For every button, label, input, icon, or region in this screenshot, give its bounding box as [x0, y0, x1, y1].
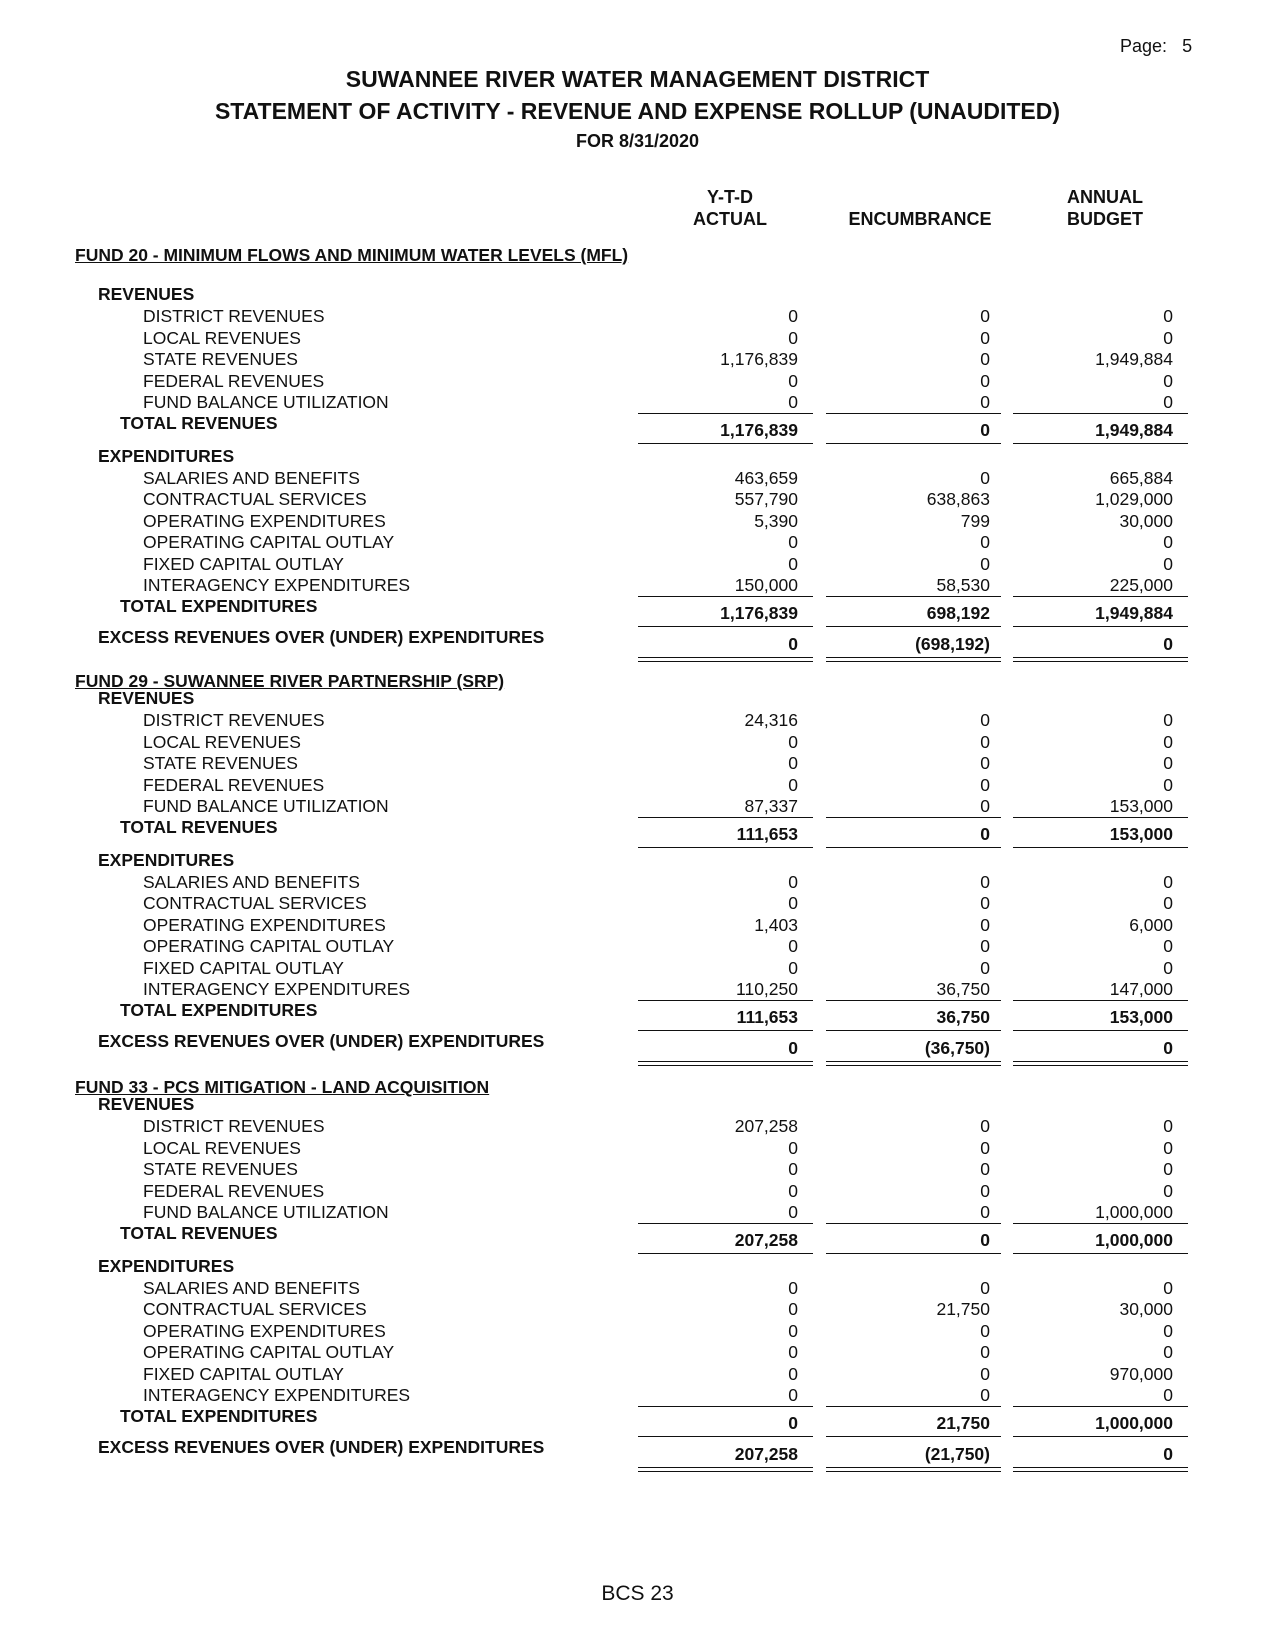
budget-value: 0 — [1163, 370, 1173, 391]
fund-title: FUND 29 - SUWANNEE RIVER PARTNERSHIP (SRP) — [75, 671, 505, 691]
excess-label: EXCESS REVENUES OVER (UNDER) EXPENDITURES — [98, 1436, 545, 1457]
expenditure-label: FIXED CAPITAL OUTLAY — [143, 553, 344, 574]
excess-double-rule-top-3 — [1013, 1467, 1188, 1468]
excess-label: EXCESS REVENUES OVER (UNDER) EXPENDITURES — [98, 1030, 545, 1051]
expenditure-row — [0, 936, 1275, 958]
revenue-row — [0, 1159, 1275, 1181]
total-revenues-rule-3 — [1013, 817, 1188, 818]
revenue-label: FEDERAL REVENUES — [143, 1180, 325, 1201]
revenue-row — [0, 328, 1275, 350]
excess-double-rule-bottom-3 — [1013, 1471, 1188, 1472]
ytd-value: 207,258 — [734, 1443, 798, 1464]
budget-value: 0 — [1163, 1385, 1173, 1405]
ytd-value: 1,403 — [754, 914, 798, 935]
expenditure-label: SALARIES AND BENEFITS — [143, 871, 360, 892]
expenditure-label: OPERATING CAPITAL OUTLAY — [143, 936, 395, 956]
revenue-label: LOCAL REVENUES — [143, 1137, 301, 1158]
total-expenditures-rule-2 — [826, 596, 1001, 597]
ytd-value: 111,653 — [736, 823, 798, 844]
revenue-row — [0, 775, 1275, 797]
expenditure-row — [0, 1278, 1275, 1300]
expenditure-row — [0, 1342, 1275, 1364]
expenditure-label: INTERAGENCY EXPENDITURES — [143, 575, 411, 595]
total-expenditures-underline-2 — [826, 626, 1001, 627]
revenue-label: FUND BALANCE UTILIZATION — [143, 1202, 389, 1222]
budget-value: 0 — [1163, 532, 1173, 552]
expenditure-label: SALARIES AND BENEFITS — [143, 467, 360, 488]
revenue-label: FEDERAL REVENUES — [143, 774, 325, 795]
ytd-value: 463,659 — [734, 467, 798, 488]
expenditure-row — [0, 1364, 1275, 1386]
encumbrance-value: 0 — [980, 392, 990, 412]
column-header-annual-line1: ANNUAL — [1067, 187, 1143, 207]
period-title: FOR 8/31/2020 — [575, 131, 700, 151]
ytd-value: 5,390 — [754, 510, 798, 531]
budget-value: 665,884 — [1109, 467, 1173, 488]
budget-value: 1,949,884 — [1095, 602, 1173, 623]
revenue-label: STATE REVENUES — [143, 1159, 298, 1179]
encumbrance-value: 0 — [980, 1137, 990, 1158]
revenue-row — [0, 392, 1275, 414]
ytd-value: 110,250 — [736, 979, 798, 999]
encumbrance-value: 0 — [980, 823, 990, 844]
revenue-row — [0, 710, 1275, 732]
encumbrance-value: 0 — [980, 553, 990, 574]
total-expenditures-underline-2 — [826, 1436, 1001, 1437]
encumbrance-value: 0 — [980, 1229, 990, 1250]
budget-value: 147,000 — [1109, 979, 1173, 999]
total-revenues-label: TOTAL REVENUES — [120, 816, 278, 837]
encumbrance-value: 0 — [980, 753, 990, 773]
revenue-label: FUND BALANCE UTILIZATION — [143, 392, 389, 412]
ytd-value: 0 — [788, 633, 798, 654]
total-revenues-rule-3 — [1013, 1223, 1188, 1224]
budget-value: 0 — [1163, 957, 1173, 978]
expenditure-label: OPERATING EXPENDITURES — [143, 510, 386, 531]
total-expenditures-rule-1 — [638, 1000, 813, 1001]
revenues-heading: REVENUES — [98, 284, 195, 304]
encumbrance-value: 0 — [980, 1320, 990, 1341]
revenue-label: LOCAL REVENUES — [143, 731, 301, 752]
ytd-value: 207,258 — [734, 1229, 798, 1250]
budget-value: 1,000,000 — [1095, 1202, 1173, 1222]
total-expenditures-row — [0, 1405, 1275, 1437]
encumbrance-value: 638,863 — [926, 489, 990, 509]
total-revenues-underline-1 — [638, 1253, 813, 1254]
encumbrance-value: 0 — [980, 710, 990, 730]
budget-value: 0 — [1163, 1277, 1173, 1298]
revenue-label: STATE REVENUES — [143, 349, 298, 369]
revenue-label: STATE REVENUES — [143, 753, 298, 773]
ytd-value: 0 — [788, 532, 798, 552]
ytd-value: 0 — [788, 1180, 798, 1201]
ytd-value: 0 — [788, 1202, 798, 1222]
ytd-value: 0 — [788, 327, 798, 348]
excess-double-rule-top-1 — [638, 657, 813, 658]
budget-value: 0 — [1163, 893, 1173, 913]
fund-title: FUND 20 - MINIMUM FLOWS AND MINIMUM WATER LEVELS (MFL) — [75, 245, 629, 265]
total-expenditures-row — [0, 595, 1275, 627]
budget-value: 0 — [1163, 633, 1173, 654]
ytd-value: 0 — [788, 731, 798, 752]
ytd-value: 1,176,839 — [720, 349, 798, 369]
expenditure-label: CONTRACTUAL SERVICES — [143, 489, 367, 509]
budget-value: 153,000 — [1109, 823, 1173, 844]
total-expenditures-rule-3 — [1013, 596, 1188, 597]
encumbrance-value: 58,530 — [936, 575, 990, 595]
encumbrance-value: 0 — [980, 1277, 990, 1298]
ytd-value: 0 — [788, 370, 798, 391]
budget-value: 225,000 — [1109, 575, 1173, 595]
excess-double-rule-top-2 — [826, 1061, 1001, 1062]
page-value: 5 — [1182, 36, 1193, 56]
budget-value: 30,000 — [1119, 1299, 1173, 1319]
budget-value: 0 — [1163, 392, 1173, 412]
budget-value: 0 — [1163, 731, 1173, 752]
budget-value: 0 — [1163, 774, 1173, 795]
total-revenues-rule-1 — [638, 1223, 813, 1224]
expenditures-heading: EXPENDITURES — [98, 1255, 235, 1276]
expenditure-label: OPERATING EXPENDITURES — [143, 914, 386, 935]
ytd-value: 207,258 — [734, 1116, 798, 1136]
total-expenditures-underline-1 — [638, 1436, 813, 1437]
total-revenues-underline-3 — [1013, 847, 1188, 848]
ytd-value: 0 — [788, 1159, 798, 1179]
budget-value: 1,029,000 — [1095, 489, 1173, 509]
revenue-row — [0, 371, 1275, 393]
excess-double-rule-bottom-2 — [826, 1065, 1001, 1066]
revenue-row — [0, 349, 1275, 371]
ytd-value: 0 — [788, 936, 798, 956]
excess-double-rule-bottom-1 — [638, 1471, 813, 1472]
budget-value: 0 — [1163, 1443, 1173, 1464]
fund-title: FUND 33 - PCS MITIGATION - LAND ACQUISITION — [75, 1077, 490, 1097]
revenue-label: DISTRICT REVENUES — [143, 1116, 325, 1136]
excess-double-rule-bottom-3 — [1013, 1065, 1188, 1066]
encumbrance-value: 0 — [980, 731, 990, 752]
expenditures-heading: EXPENDITURES — [98, 445, 235, 466]
budget-value: 0 — [1163, 753, 1173, 773]
budget-value: 0 — [1163, 936, 1173, 956]
footer-code: BCS 23 — [601, 1582, 674, 1605]
expenditure-label: CONTRACTUAL SERVICES — [143, 1299, 367, 1319]
excess-label: EXCESS REVENUES OVER (UNDER) EXPENDITURES — [98, 626, 545, 647]
ytd-value: 0 — [788, 1385, 798, 1405]
column-header-encumbrance: ENCUMBRANCE — [848, 209, 992, 229]
excess-row — [0, 1030, 1275, 1062]
ytd-value: 0 — [788, 1299, 798, 1319]
expenditure-label: INTERAGENCY EXPENDITURES — [143, 1385, 411, 1405]
expenditure-label: CONTRACTUAL SERVICES — [143, 893, 367, 913]
revenue-label: LOCAL REVENUES — [143, 327, 301, 348]
total-revenues-rule-1 — [638, 817, 813, 818]
budget-value: 30,000 — [1119, 510, 1173, 531]
total-expenditures-label: TOTAL EXPENDITURES — [120, 999, 318, 1020]
ytd-value: 0 — [788, 871, 798, 892]
ytd-value: 0 — [788, 1037, 798, 1058]
encumbrance-value: 0 — [980, 1342, 990, 1362]
expenditure-row — [0, 532, 1275, 554]
excess-double-rule-bottom-3 — [1013, 661, 1188, 662]
expenditure-row — [0, 511, 1275, 533]
encumbrance-value: 0 — [980, 1116, 990, 1136]
budget-value: 0 — [1163, 710, 1173, 730]
budget-value: 0 — [1163, 553, 1173, 574]
total-expenditures-underline-1 — [638, 1030, 813, 1031]
encumbrance-value: 0 — [980, 467, 990, 488]
revenue-label: FUND BALANCE UTILIZATION — [143, 796, 389, 816]
page-label: Page: — [1120, 36, 1168, 56]
encumbrance-value: 0 — [980, 936, 990, 956]
expenditure-label: SALARIES AND BENEFITS — [143, 1277, 360, 1298]
ytd-value: 0 — [788, 1320, 798, 1341]
revenue-row — [0, 1202, 1275, 1224]
expenditure-row — [0, 554, 1275, 576]
encumbrance-value: 0 — [980, 419, 990, 440]
expenditure-row — [0, 1321, 1275, 1343]
ytd-value: 557,790 — [734, 489, 798, 509]
ytd-value: 0 — [788, 553, 798, 574]
ytd-value: 0 — [788, 753, 798, 773]
expenditure-row — [0, 1299, 1275, 1321]
budget-value: 0 — [1163, 1137, 1173, 1158]
excess-double-rule-bottom-2 — [826, 661, 1001, 662]
budget-value: 0 — [1163, 1159, 1173, 1179]
total-expenditures-underline-2 — [826, 1030, 1001, 1031]
total-revenues-underline-2 — [826, 443, 1001, 444]
encumbrance-value: 0 — [980, 1363, 990, 1384]
total-revenues-underline-2 — [826, 1253, 1001, 1254]
total-expenditures-rule-1 — [638, 596, 813, 597]
total-revenues-rule-2 — [826, 817, 1001, 818]
budget-value: 0 — [1163, 1320, 1173, 1341]
expenditure-row — [0, 958, 1275, 980]
expenditure-row — [0, 893, 1275, 915]
ytd-value: 0 — [788, 957, 798, 978]
total-revenues-label: TOTAL REVENUES — [120, 412, 278, 433]
total-expenditures-rule-3 — [1013, 1000, 1188, 1001]
excess-double-rule-top-1 — [638, 1467, 813, 1468]
ytd-value: 0 — [788, 1277, 798, 1298]
encumbrance-value: 0 — [980, 893, 990, 913]
total-revenues-row — [0, 816, 1275, 848]
encumbrance-value: 0 — [980, 1385, 990, 1405]
encumbrance-value: 21,750 — [936, 1299, 990, 1319]
column-header-annual-line2: BUDGET — [1067, 209, 1143, 229]
total-expenditures-row — [0, 999, 1275, 1031]
budget-value: 6,000 — [1129, 914, 1173, 935]
encumbrance-value: 0 — [980, 796, 990, 816]
ytd-value: 0 — [788, 1137, 798, 1158]
excess-double-rule-top-1 — [638, 1061, 813, 1062]
encumbrance-value: 0 — [980, 957, 990, 978]
budget-value: 1,949,884 — [1095, 419, 1173, 440]
encumbrance-value: (21,750) — [924, 1443, 990, 1464]
column-header-ytd-line2: ACTUAL — [693, 209, 767, 229]
ytd-value: 0 — [788, 1342, 798, 1362]
excess-double-rule-bottom-1 — [638, 661, 813, 662]
encumbrance-value: 0 — [980, 774, 990, 795]
ytd-value: 0 — [788, 306, 798, 326]
total-revenues-underline-2 — [826, 847, 1001, 848]
ytd-value: 1,176,839 — [720, 419, 798, 440]
ytd-value: 0 — [788, 1363, 798, 1384]
revenues-heading: REVENUES — [98, 688, 195, 708]
encumbrance-value: 36,750 — [936, 979, 990, 999]
expenditure-row — [0, 1385, 1275, 1407]
total-expenditures-underline-3 — [1013, 1030, 1188, 1031]
revenue-row — [0, 1181, 1275, 1203]
ytd-value: 1,176,839 — [720, 602, 798, 623]
revenue-label: DISTRICT REVENUES — [143, 710, 325, 730]
encumbrance-value: 0 — [980, 871, 990, 892]
budget-value: 0 — [1163, 1037, 1173, 1058]
expenditure-row — [0, 872, 1275, 894]
budget-value: 153,000 — [1109, 796, 1173, 816]
total-revenues-rule-1 — [638, 413, 813, 414]
encumbrance-value: 0 — [980, 1202, 990, 1222]
excess-double-rule-top-2 — [826, 1467, 1001, 1468]
expenditure-label: INTERAGENCY EXPENDITURES — [143, 979, 411, 999]
encumbrance-value: 0 — [980, 370, 990, 391]
excess-row — [0, 626, 1275, 658]
excess-double-rule-top-2 — [826, 657, 1001, 658]
budget-value: 153,000 — [1109, 1006, 1173, 1027]
revenues-heading: REVENUES — [98, 1094, 195, 1114]
excess-double-rule-bottom-1 — [638, 1065, 813, 1066]
budget-value: 0 — [1163, 871, 1173, 892]
budget-value: 0 — [1163, 327, 1173, 348]
budget-value: 0 — [1163, 1180, 1173, 1201]
revenue-row — [0, 1116, 1275, 1138]
encumbrance-value: (698,192) — [915, 633, 990, 654]
revenue-row — [0, 732, 1275, 754]
encumbrance-value: 21,750 — [936, 1412, 990, 1433]
expenditure-label: OPERATING CAPITAL OUTLAY — [143, 532, 395, 552]
encumbrance-value: 799 — [960, 510, 990, 531]
budget-value: 0 — [1163, 1342, 1173, 1362]
total-expenditures-label: TOTAL EXPENDITURES — [120, 1405, 318, 1426]
budget-value: 0 — [1163, 306, 1173, 326]
expenditures-heading: EXPENDITURES — [98, 849, 235, 870]
total-expenditures-rule-3 — [1013, 1406, 1188, 1407]
total-revenues-rule-2 — [826, 1223, 1001, 1224]
revenue-row — [0, 1138, 1275, 1160]
column-header-ytd-line1: Y-T-D — [706, 187, 753, 207]
ytd-value: 150,000 — [734, 575, 798, 595]
budget-value: 1,000,000 — [1095, 1229, 1173, 1250]
revenue-row — [0, 306, 1275, 328]
excess-double-rule-top-3 — [1013, 657, 1188, 658]
total-expenditures-underline-1 — [638, 626, 813, 627]
ytd-value: 87,337 — [744, 796, 798, 816]
encumbrance-value: 0 — [980, 1159, 990, 1179]
excess-double-rule-bottom-2 — [826, 1471, 1001, 1472]
expenditure-label: FIXED CAPITAL OUTLAY — [143, 1363, 344, 1384]
expenditure-label: OPERATING CAPITAL OUTLAY — [143, 1342, 395, 1362]
district-title: SUWANNEE RIVER WATER MANAGEMENT DISTRICT — [345, 66, 930, 92]
total-revenues-rule-3 — [1013, 413, 1188, 414]
total-revenues-underline-3 — [1013, 443, 1188, 444]
excess-double-rule-top-3 — [1013, 1061, 1188, 1062]
encumbrance-value: 0 — [980, 532, 990, 552]
total-expenditures-underline-3 — [1013, 626, 1188, 627]
expenditure-label: FIXED CAPITAL OUTLAY — [143, 957, 344, 978]
encumbrance-value: 36,750 — [936, 1006, 990, 1027]
budget-value: 0 — [1163, 1116, 1173, 1136]
ytd-value: 111,653 — [736, 1006, 798, 1027]
total-revenues-rule-2 — [826, 413, 1001, 414]
revenue-label: DISTRICT REVENUES — [143, 306, 325, 326]
encumbrance-value: (36,750) — [924, 1037, 990, 1058]
expenditure-row — [0, 575, 1275, 597]
revenue-row — [0, 796, 1275, 818]
budget-value: 1,000,000 — [1095, 1412, 1173, 1433]
excess-row — [0, 1436, 1275, 1468]
revenue-row — [0, 753, 1275, 775]
budget-value: 970,000 — [1109, 1363, 1173, 1384]
total-revenues-underline-3 — [1013, 1253, 1188, 1254]
encumbrance-value: 0 — [980, 914, 990, 935]
revenue-label: FEDERAL REVENUES — [143, 370, 325, 391]
total-revenues-underline-1 — [638, 847, 813, 848]
ytd-value: 0 — [788, 392, 798, 412]
total-revenues-row — [0, 412, 1275, 444]
ytd-value: 24,316 — [744, 710, 798, 730]
encumbrance-value: 0 — [980, 306, 990, 326]
total-expenditures-rule-2 — [826, 1000, 1001, 1001]
total-revenues-label: TOTAL REVENUES — [120, 1222, 278, 1243]
ytd-value: 0 — [788, 1412, 798, 1433]
expenditure-row — [0, 489, 1275, 511]
expenditure-row — [0, 979, 1275, 1001]
encumbrance-value: 698,192 — [926, 602, 990, 623]
total-revenues-underline-1 — [638, 443, 813, 444]
ytd-value: 0 — [788, 774, 798, 795]
total-expenditures-label: TOTAL EXPENDITURES — [120, 595, 318, 616]
total-expenditures-rule-2 — [826, 1406, 1001, 1407]
encumbrance-value: 0 — [980, 327, 990, 348]
budget-value: 1,949,884 — [1095, 349, 1173, 369]
total-expenditures-rule-1 — [638, 1406, 813, 1407]
statement-title: STATEMENT OF ACTIVITY - REVENUE AND EXPENSE ROLLUP (UNAUDITED) — [214, 98, 1061, 124]
expenditure-row — [0, 468, 1275, 490]
expenditure-label: OPERATING EXPENDITURES — [143, 1320, 386, 1341]
total-expenditures-underline-3 — [1013, 1436, 1188, 1437]
expenditure-row — [0, 915, 1275, 937]
encumbrance-value: 0 — [980, 349, 990, 369]
total-revenues-row — [0, 1222, 1275, 1254]
encumbrance-value: 0 — [980, 1180, 990, 1201]
ytd-value: 0 — [788, 893, 798, 913]
